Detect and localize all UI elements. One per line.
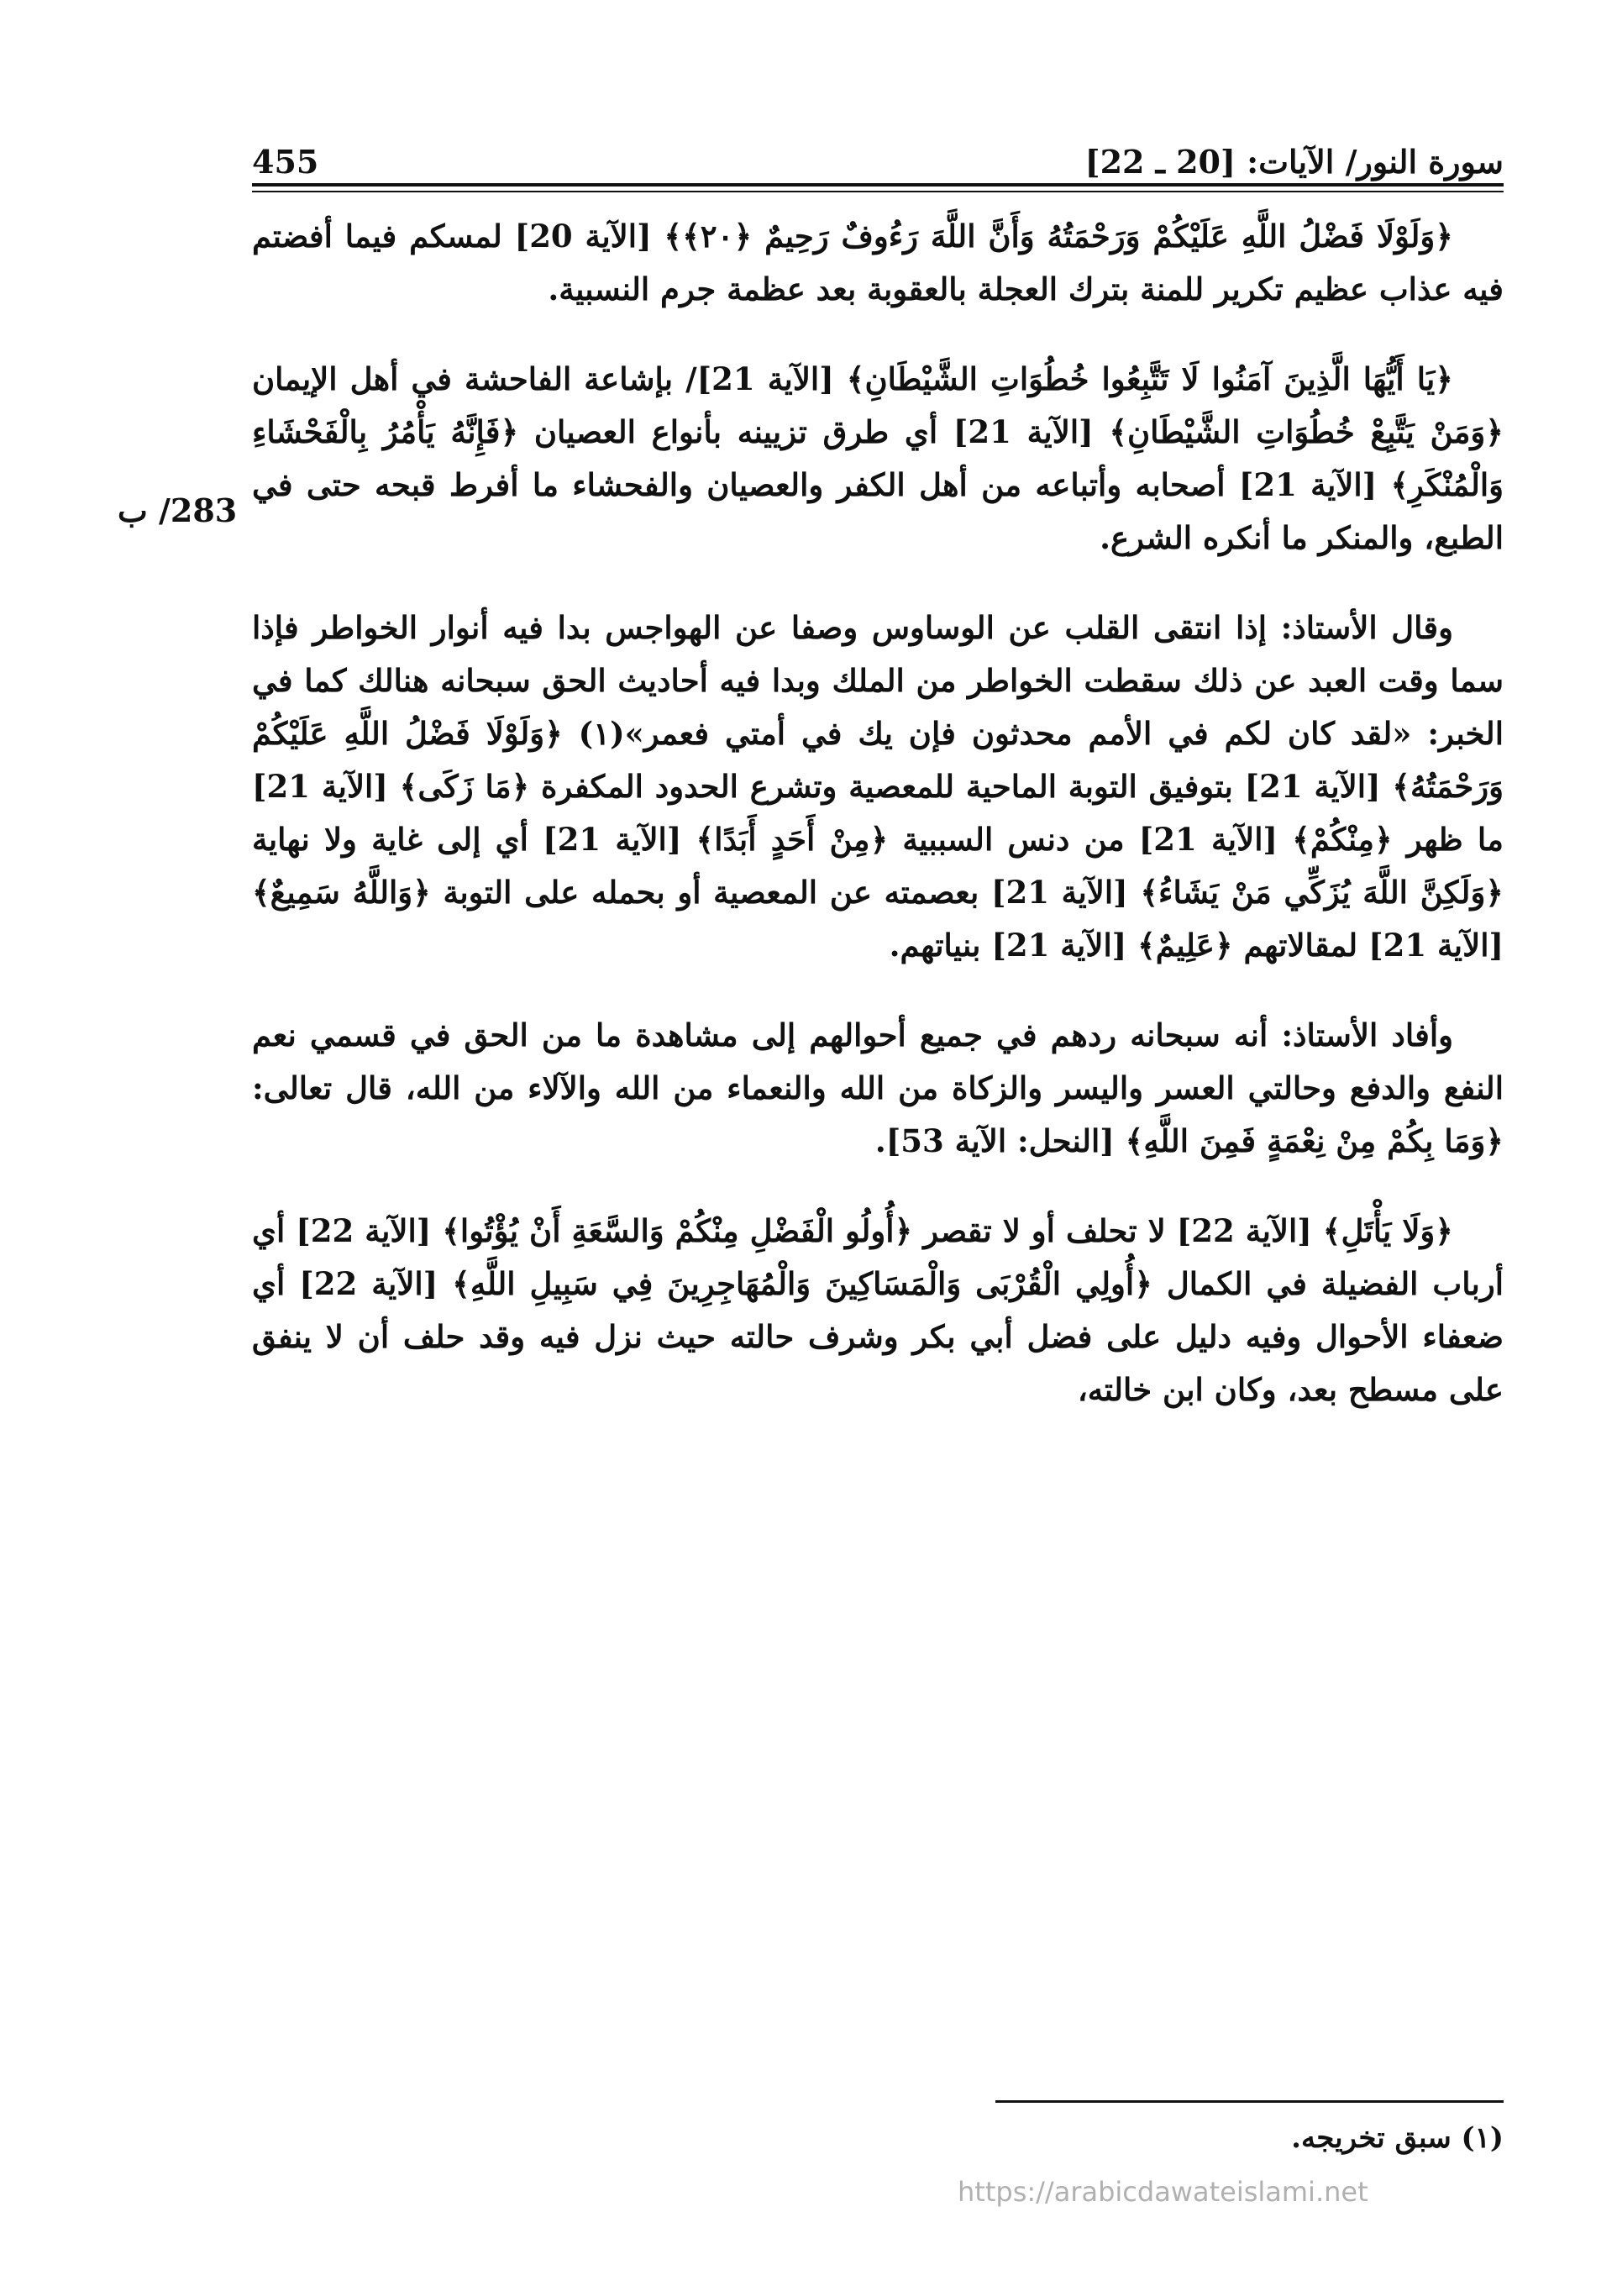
running-title: سورة النور/ الآيات: [20 ـ 22] (1084, 143, 1504, 181)
paragraph-ustadh-benefit: وأفاد الأستاذ: أنه سبحانه ردهم في جميع أحوالهم إلى مشاهدة ما من الحق في قسمي نعم النفع والدفع وحالتي العسر واليسر والزكاة من الله والنعماء من الله والآلاء من الله، قال تعالى: ﴿وَمَا بِكُمْ مِنْ نِعْمَةٍ فَمِنَ اللَّهِ﴾ [النحل: الآية 53]. (252, 1017, 1504, 1159)
watermark-url: https://arabicdawateislami.net (958, 2176, 1368, 2208)
paragraph-verse-21: ﴿يَا أَيُّهَا الَّذِينَ آمَنُوا لَا تَتَّبِعُوا خُطُوَاتِ الشَّيْطَانِ﴾ [الآية 21]/ بإشاعة الفاحشة في أهل الإيمان ﴿وَمَنْ يَتَّبِعْ خُطُوَاتِ الشَّيْطَانِ﴾ [الآية 21] أي طرق تزيينه بأنواع العصيان ﴿فَإِنَّهُ يَأْمُرُ بِالْفَحْشَاءِ وَالْمُنْكَرِ﴾ [الآية 21] أصحابه وأتباعه من أهل الكفر والعصيان والفحشاء ما أفرط قبحه حتى في الطبع، والمنكر ما أنكره الشرع. (252, 360, 1504, 556)
header-rule-thick (252, 183, 1504, 187)
footnote-rule (995, 2100, 1504, 2103)
footnote: (١) سبق تخريجه. (1291, 2121, 1504, 2155)
header-rule-thin (252, 191, 1504, 192)
paragraph-verse-22: ﴿وَلَا يَأْتَلِ﴾ [الآية 22] لا تحلف أو لا تقصر ﴿أُولُو الْفَضْلِ مِنْكُمْ وَالسَّعَةِ أَنْ يُؤْتُوا﴾ [الآية 22] أي أرباب الفضيلة في الكمال ﴿أُولِي الْقُرْبَى وَالْمَسَاكِينَ وَالْمُهَاجِرِينَ فِي سَبِيلِ اللَّهِ﴾ [الآية 22] أي ضعفاء الأحوال وفيه دليل على فضل أبي بكر وشرف حالته حيث نزل فيه وقد حلف أن لا ينفق على مسطح بعد، وكان ابن خالته، (252, 1212, 1504, 1408)
paragraph-ustadh-commentary: وقال الأستاذ: إذا انتقى القلب عن الوساوس وصفا عن الهواجس بدا فيه أنوار الخواطر فإذا سما وقت العبد عن ذلك سقطت الخواطر من الملك وبدا فيه أحاديث الحق سبحانه هنالك كما في الخبر: «لقد كان لكم في الأمم محدثون فإن يك في أمتي فعمر»(١) ﴿وَلَوْلَا فَضْلُ اللَّهِ عَلَيْكُمْ وَرَحْمَتُهُ﴾ [الآية 21] بتوفيق التوبة الماحية للمعصية وتشرع الحدود المكفرة ﴿مَا زَكَى﴾ [الآية 21] ما ظهر ﴿مِنْكُمْ﴾ [الآية 21] من دنس السببية ﴿مِنْ أَحَدٍ أَبَدًا﴾ [الآية 21] أي إلى غاية ولا نهاية ﴿وَلَكِنَّ اللَّهَ يُزَكِّي مَنْ يَشَاءُ﴾ [الآية 21] بعصمته عن المعصية أو بحمله على التوبة ﴿وَاللَّهُ سَمِيعٌ﴾ [الآية 21] لمقالاتهم ﴿عَلِيمٌ﴾ [الآية 21] بنياتهم. (252, 609, 1504, 964)
page-header (252, 130, 1504, 181)
manuscript-folio-note: 283/ ب (118, 491, 238, 529)
body-text (252, 210, 1504, 1453)
page-number: 455 (252, 143, 319, 181)
paragraph-verse-20: ﴿وَلَوْلَا فَضْلُ اللَّهِ عَلَيْكُمْ وَرَحْمَتُهُ وَأَنَّ اللَّهَ رَءُوفٌ رَحِيمٌ ﴿٢٠﴾﴾ [الآية 20] لمسكم فيما أفضتم فيه عذاب عظيم تكرير للمنة بترك العجلة بالعقوبة بعد عظمة جرم النسبية. (252, 218, 1504, 307)
